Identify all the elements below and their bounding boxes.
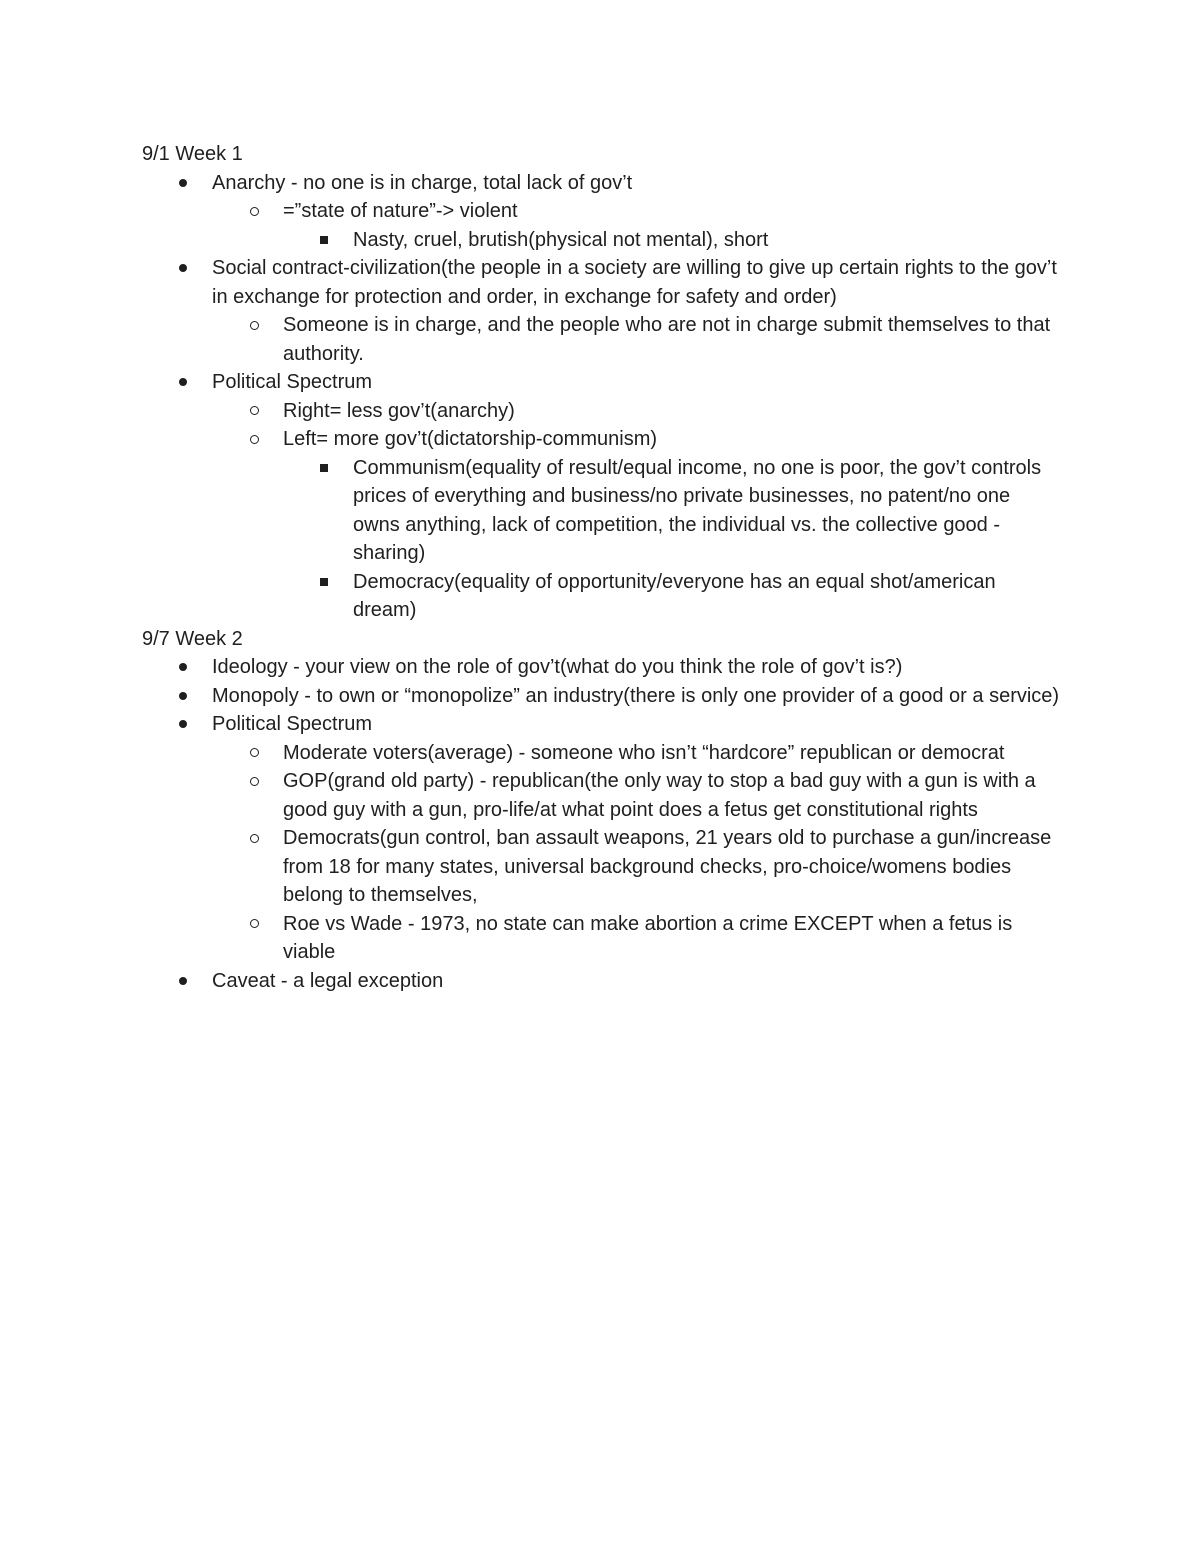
- list-item: Ideology - your view on the role of gov’t(what do you think the role of gov’t is?): [142, 653, 1062, 682]
- list-item: Social contract-civilization(the people in a society are willing to give up certain rights to the gov’t in exchange for protection and order, in exchange for safety and order): [142, 254, 1062, 311]
- disc-bullet-icon: [175, 254, 191, 283]
- disc-bullet-icon: [175, 967, 191, 996]
- circle-bullet-icon: [246, 824, 262, 853]
- list-item: Caveat - a legal exception: [142, 967, 1062, 996]
- week2-heading: 9/7 Week 2: [142, 627, 243, 650]
- circle-bullet-icon: [246, 739, 262, 768]
- list-item: Roe vs Wade - 1973, no state can make abortion a crime EXCEPT when a fetus is viable: [142, 910, 1062, 967]
- list-item: Political Spectrum: [142, 368, 1062, 397]
- list-item: Democracy(equality of opportunity/everyone has an equal shot/american dream): [142, 568, 1062, 625]
- disc-bullet-icon: [175, 653, 191, 682]
- list-item: Moderate voters(average) - someone who isn’t “hardcore” republican or democrat: [142, 739, 1062, 768]
- circle-bullet-icon: [246, 397, 262, 426]
- week2-list: [142, 653, 1062, 995]
- week1-heading: 9/1 Week 1: [142, 143, 243, 165]
- square-bullet-icon: [316, 226, 332, 255]
- list-item: Communism(equality of result/equal income, no one is poor, the gov’t controls prices of everything and business/no private businesses, no patent/no one owns anything, lack of competition, the individual vs. the collective good - sharing): [142, 454, 1062, 568]
- disc-bullet-icon: [175, 368, 191, 397]
- circle-bullet-icon: [246, 767, 262, 796]
- list-item: Nasty, cruel, brutish(physical not mental), short: [142, 226, 1062, 255]
- document-page: [142, 140, 1062, 995]
- circle-bullet-icon: [246, 311, 262, 340]
- disc-bullet-icon: [175, 682, 191, 711]
- week1-list: [142, 169, 1062, 625]
- square-bullet-icon: [316, 454, 332, 483]
- list-item: Political Spectrum: [142, 710, 1062, 739]
- disc-bullet-icon: [175, 169, 191, 198]
- list-item: =”state of nature”-> violent: [142, 197, 1062, 226]
- circle-bullet-icon: [246, 197, 262, 226]
- list-item: Monopoly - to own or “monopolize” an industry(there is only one provider of a good or a service): [142, 682, 1062, 711]
- list-item: Right= less gov’t(anarchy): [142, 397, 1062, 426]
- circle-bullet-icon: [246, 910, 262, 939]
- list-item: GOP(grand old party) - republican(the only way to stop a bad guy with a gun is with a good guy with a gun, pro-life/at what point does a fetus get constitutional rights: [142, 767, 1062, 824]
- list-item: Anarchy - no one is in charge, total lack of gov’t: [142, 169, 1062, 198]
- square-bullet-icon: [316, 568, 332, 597]
- list-item: Someone is in charge, and the people who are not in charge submit themselves to that authority.: [142, 311, 1062, 368]
- circle-bullet-icon: [246, 425, 262, 454]
- list-item: Left= more gov’t(dictatorship-communism): [142, 425, 1062, 454]
- list-item: Democrats(gun control, ban assault weapons, 21 years old to purchase a gun/increase from 18 for many states, universal background checks, pro-choice/womens bodies belong to themselves,: [142, 824, 1062, 910]
- disc-bullet-icon: [175, 710, 191, 739]
